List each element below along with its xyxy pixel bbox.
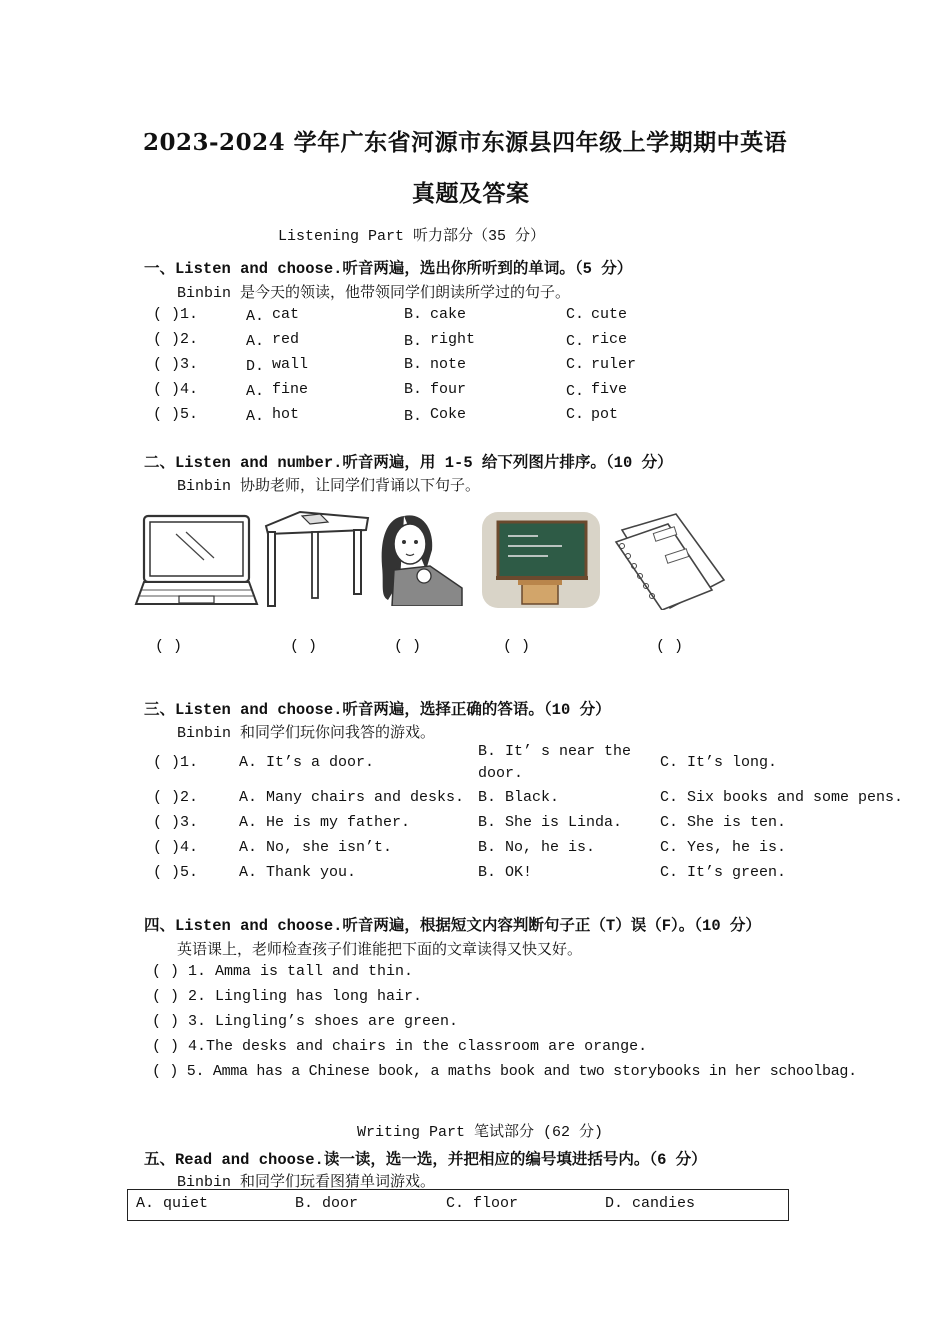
option-letter: A.: [246, 383, 265, 400]
option-c: C. Six books and some pens.: [660, 789, 904, 806]
word-option: B. door: [295, 1195, 359, 1212]
blank-number[interactable]: ( )4.: [153, 381, 199, 398]
sec2-heading: 二、Listen and number.听音两遍，用 1-5 给下列图片排序。（10 分）: [144, 454, 673, 472]
option-c: C. It’s green.: [660, 864, 787, 881]
option-c: cute: [591, 306, 628, 323]
option-letter: B.: [404, 356, 423, 373]
option-letter: C.: [566, 383, 585, 400]
option-b: four: [430, 381, 467, 398]
option-b: cake: [430, 306, 467, 323]
option-c: C. It’s long.: [660, 754, 778, 771]
option-letter: A.: [246, 308, 265, 325]
blank-number[interactable]: ( )4.: [153, 839, 199, 856]
blank-number[interactable]: ( )3.: [153, 356, 199, 373]
option-c: ruler: [591, 356, 637, 373]
option-letter: A.: [246, 333, 265, 350]
option-a: A. It’s a door.: [239, 754, 375, 771]
option-b: Coke: [430, 406, 467, 423]
option-a: A. No, she isn’t.: [239, 839, 393, 856]
picture-blank[interactable]: ( ): [394, 638, 422, 655]
option-a: A. He is my father.: [239, 814, 411, 831]
blank-number[interactable]: ( )2.: [153, 789, 199, 806]
blank-number[interactable]: ( )1.: [153, 306, 199, 323]
option-a: cat: [272, 306, 300, 323]
sec1-intro: Binbin 是今天的领读，他带领同学们朗读所学过的句子。: [177, 285, 571, 302]
girl-picture: [374, 510, 466, 606]
option-b: B. No, he is.: [478, 839, 596, 856]
doc-title-line1: 2023-2024 学年广东省河源市东源县四年级上学期期中英语: [143, 129, 788, 156]
picture-blank[interactable]: ( ): [656, 638, 684, 655]
sec4-intro: 英语课上，老师检查孩子们谁能把下面的文章读得又快又好。: [177, 942, 583, 959]
blackboard-picture: [482, 512, 600, 608]
doc-title-line2: 真题及答案: [412, 180, 530, 207]
sec3-intro: Binbin 和同学们玩你问我答的游戏。: [177, 725, 436, 742]
option-letter: C.: [566, 356, 585, 373]
option-b: right: [430, 331, 476, 348]
tf-item[interactable]: ( ) 5. Amma has a Chinese book, a maths book and two storybooks in her schoolbag.: [152, 1063, 857, 1080]
listening-part-heading: Listening Part 听力部分（35 分）: [278, 228, 546, 245]
word-option: A. quiet: [136, 1195, 209, 1212]
sec1-heading: 一、Listen and choose.听音两遍，选出你所听到的单词。（5 分）: [144, 260, 633, 278]
option-a: A. Thank you.: [239, 864, 357, 881]
picture-blank[interactable]: ( ): [155, 638, 183, 655]
option-c: five: [591, 381, 628, 398]
option-letter: B.: [404, 408, 423, 425]
option-b: B. OK!: [478, 864, 533, 881]
word-option: D. candies: [605, 1195, 696, 1212]
sec4-heading: 四、Listen and choose.听音两遍，根据短文内容判断句子正（T）误（F）。（10 分）: [144, 917, 761, 935]
laptop-picture: [134, 512, 259, 610]
option-a: wall: [272, 356, 309, 373]
desk-picture: [262, 508, 372, 610]
sec2-intro: Binbin 协助老师，让同学们背诵以下句子。: [177, 478, 481, 495]
option-letter: C.: [566, 406, 585, 423]
option-letter: B.: [404, 381, 423, 398]
blank-number[interactable]: ( )2.: [153, 331, 199, 348]
word-options-box: [127, 1189, 789, 1221]
picture-blank[interactable]: ( ): [503, 638, 531, 655]
sec3-heading: 三、Listen and choose.听音两遍，选择正确的答语。（10 分）: [144, 701, 611, 719]
tf-item[interactable]: ( ) 2. Lingling has long hair.: [152, 988, 423, 1005]
option-c: pot: [591, 406, 619, 423]
blank-number[interactable]: ( )5.: [153, 406, 199, 423]
option-letter: A.: [246, 408, 265, 425]
option-c: C. She is ten.: [660, 814, 787, 831]
option-b: B. She is Linda.: [478, 814, 623, 831]
option-letter: B.: [404, 306, 423, 323]
option-a: A. Many chairs and desks.: [239, 789, 465, 806]
option-b-cont: door.: [478, 765, 524, 782]
option-letter: D.: [246, 358, 265, 375]
option-c: rice: [591, 331, 628, 348]
notebooks-picture: [612, 512, 728, 610]
option-a: hot: [272, 406, 300, 423]
option-c: C. Yes, he is.: [660, 839, 787, 856]
sec5-heading: 五、Read and choose.读一读，选一选，并把相应的编号填进括号内。（6 分）: [144, 1151, 707, 1169]
option-b: note: [430, 356, 467, 373]
option-b: B. Black.: [478, 789, 560, 806]
tf-item[interactable]: ( ) 4.The desks and chairs in the classroom are orange.: [152, 1038, 648, 1055]
blank-number[interactable]: ( )1.: [153, 754, 199, 771]
option-letter: C.: [566, 333, 585, 350]
option-a: red: [272, 331, 300, 348]
option-b: B. It’ s near the: [478, 743, 632, 760]
blank-number[interactable]: ( )5.: [153, 864, 199, 881]
word-option: C. floor: [446, 1195, 519, 1212]
option-a: fine: [272, 381, 309, 398]
picture-blank[interactable]: ( ): [290, 638, 318, 655]
writing-part-heading: Writing Part 笔试部分 (62 分): [357, 1124, 604, 1141]
tf-item[interactable]: ( ) 3. Lingling’s shoes are green.: [152, 1013, 459, 1030]
tf-item[interactable]: ( ) 1. Amma is tall and thin.: [152, 963, 414, 980]
option-letter: C.: [566, 306, 585, 323]
sec5-intro: Binbin 和同学们玩看图猜单词游戏。: [177, 1174, 436, 1191]
option-letter: B.: [404, 333, 423, 350]
blank-number[interactable]: ( )3.: [153, 814, 199, 831]
